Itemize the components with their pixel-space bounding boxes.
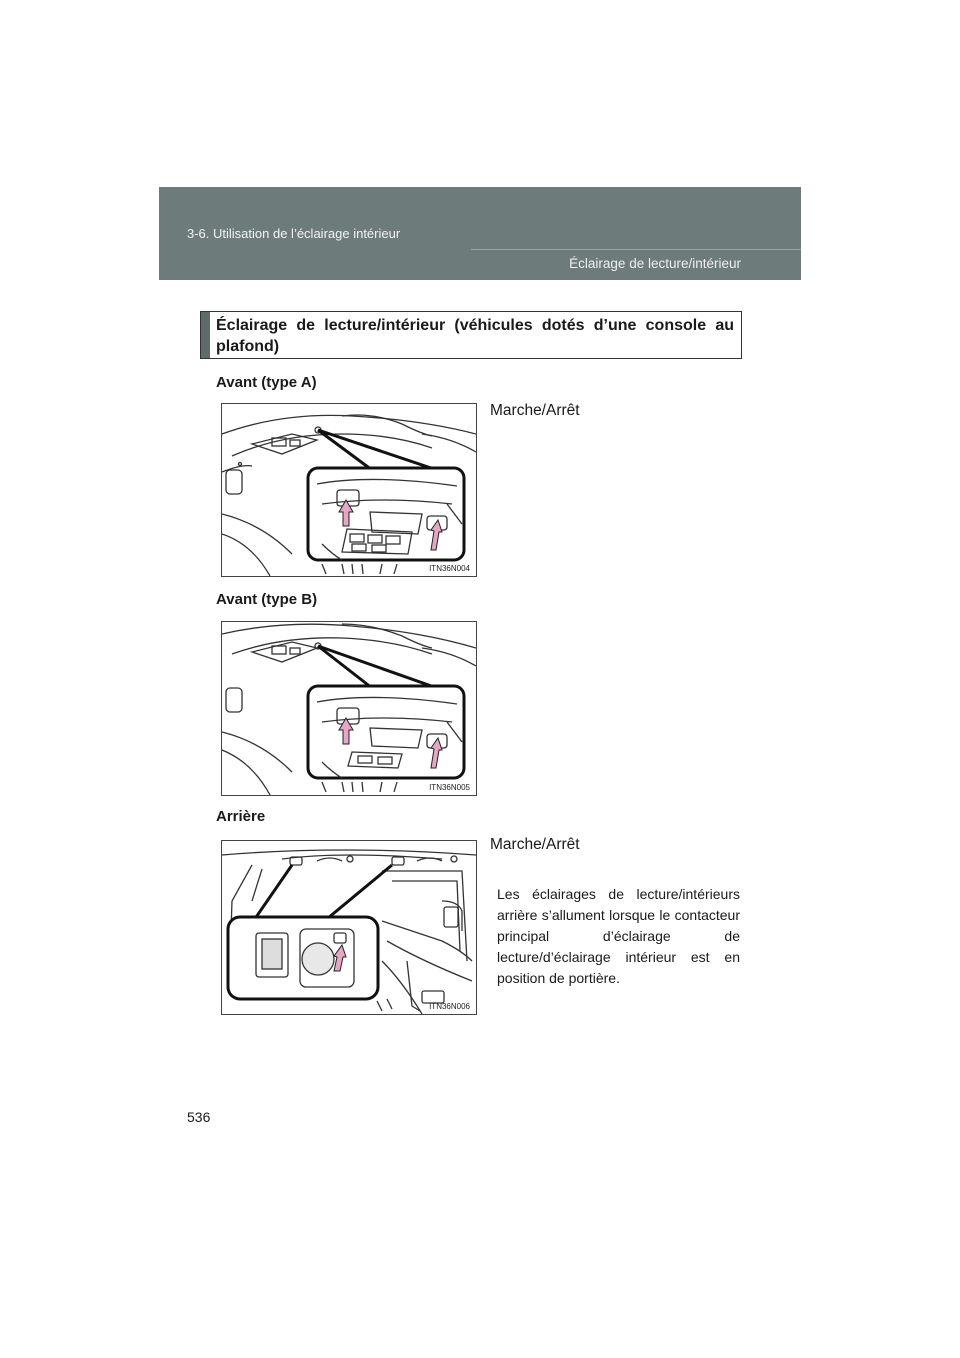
section-title: Éclairage de lecture/intérieur (véhicules dotés d’une console au plafond) — [216, 317, 734, 355]
heading-front-type-b: Avant (type B) — [216, 591, 318, 608]
rear-lamp-illustration — [222, 841, 476, 1014]
heading-rear: Arrière — [216, 808, 266, 825]
rear-description: Les éclairages de lecture/intérieurs arrière s’allument lorsque le contacteur principal d’éclairage de lecture/d’éclairage intérieur est en position de portière. — [497, 886, 740, 986]
figure-code-front-type-a: ITN36N004 — [429, 564, 470, 573]
section-label: 3-6. Utilisation de l’éclairage intérieur — [187, 226, 401, 241]
front-console-illustration-b — [222, 622, 476, 795]
section-title-bar — [201, 312, 210, 358]
section-title-box — [200, 311, 742, 359]
caption-front-type-a: Marche/Arrêt — [490, 402, 580, 419]
figure-code-rear: ITN36N006 — [429, 1002, 470, 1011]
front-console-illustration — [222, 404, 476, 576]
subsection-label: Éclairage de lecture/intérieur — [569, 256, 741, 271]
header-divider — [471, 249, 801, 250]
heading-front-type-a: Avant (type A) — [216, 374, 317, 391]
figure-code-front-type-b: ITN36N005 — [429, 783, 470, 792]
figure-front-type-b — [221, 621, 477, 796]
page-number: 536 — [187, 1109, 211, 1125]
figure-front-type-a — [221, 403, 477, 577]
chapter-header — [159, 187, 801, 280]
caption-rear: Marche/Arrêt — [490, 836, 580, 853]
figure-rear — [221, 840, 477, 1015]
